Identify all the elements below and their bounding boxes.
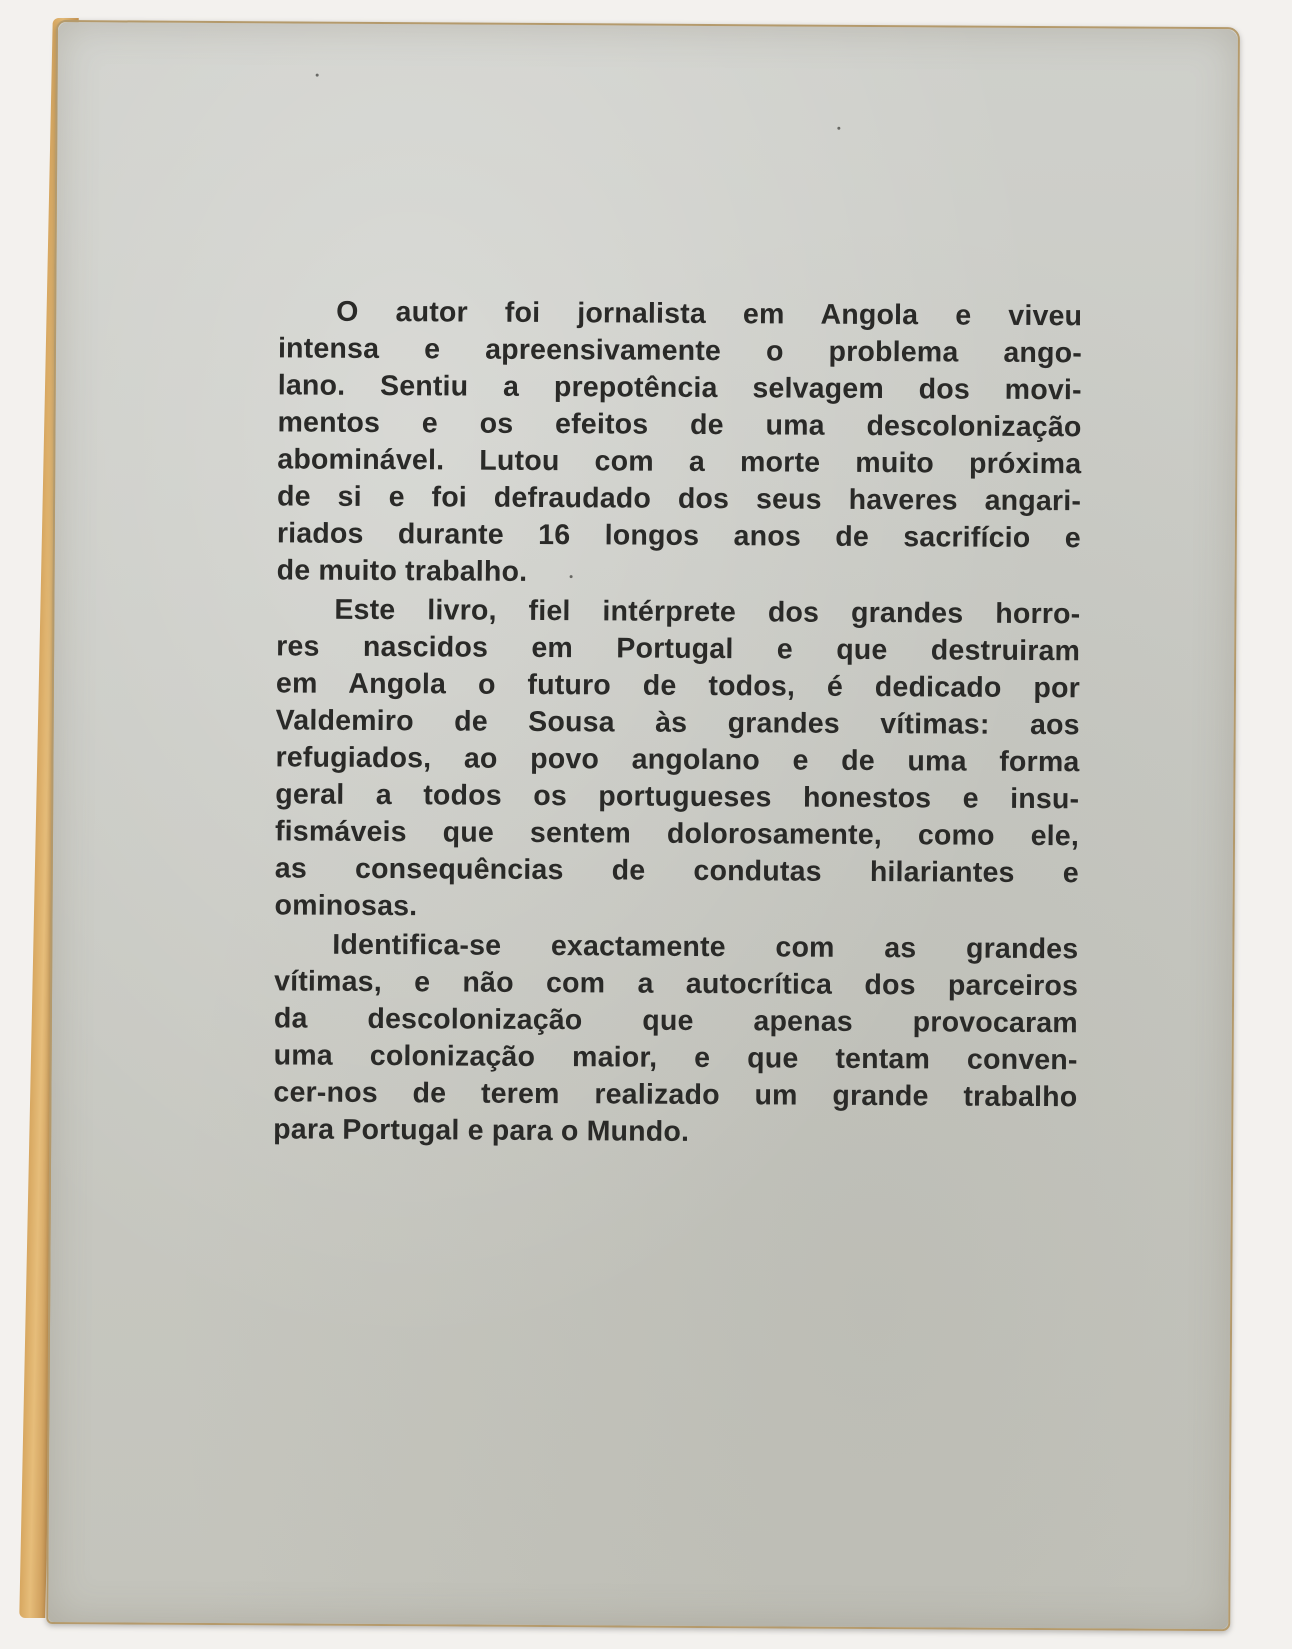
- text-line: intensa e apreensivamente o problema ango-: [277, 332, 1083, 370]
- text-line: de si e foi defraudado dos seus haveres angari-: [276, 480, 1082, 518]
- text-line: vítimas, e não com a autocrítica dos parceiros: [274, 965, 1079, 1003]
- text-line: riados durante 16 longos anos de sacrifício e: [276, 517, 1081, 555]
- text-line: de muito trabalho.: [276, 554, 528, 588]
- text-line: res nascidos em Portugal e que destruiram: [276, 630, 1081, 668]
- text-line: uma colonização maior, e que tentam conven-: [273, 1039, 1078, 1077]
- text-line: as consequências de condutas hilariantes e: [274, 852, 1079, 890]
- text-line: refugiados, ao povo angolano e de uma forma: [275, 741, 1080, 779]
- book-back-cover: [46, 20, 1240, 1631]
- text-line: Este livro, fiel intérprete dos grandes horro-: [334, 593, 1081, 631]
- text-line: ominosas.: [274, 889, 418, 923]
- blurb-text: [273, 293, 1082, 1155]
- text-line: lano. Sentiu a prepotência selvagem dos movi-: [277, 369, 1082, 407]
- blurb-paragraph-2: [274, 591, 1080, 929]
- text-line: mentos e os efeitos de uma descolonização: [277, 406, 1082, 444]
- text-line: da descolonização que apenas provocaram: [273, 1002, 1078, 1040]
- print-speck: [837, 127, 840, 130]
- blurb-paragraph-3: [273, 926, 1078, 1153]
- text-line: cer-nos de terem realizado um grande trabalho: [273, 1076, 1078, 1114]
- print-speck: [316, 74, 319, 77]
- text-line: fismáveis que sentem dolorosamente, como ele,: [274, 815, 1080, 853]
- text-line: Identifica-se exactamente com as grandes: [332, 928, 1079, 966]
- text-line: geral a todos os portugueses honestos e insu-: [275, 778, 1080, 816]
- text-line: O autor foi jornalista em Angola e viveu: [336, 295, 1083, 333]
- text-line: Valdemiro de Sousa às grandes vítimas: aos: [275, 704, 1080, 742]
- text-line: abominável. Lutou com a morte muito próxima: [277, 443, 1082, 481]
- text-line: em Angola o futuro de todos, é dedicado por: [275, 667, 1081, 705]
- text-line: para Portugal e para o Mundo.: [273, 1113, 690, 1148]
- blurb-paragraph-1: [277, 293, 1083, 594]
